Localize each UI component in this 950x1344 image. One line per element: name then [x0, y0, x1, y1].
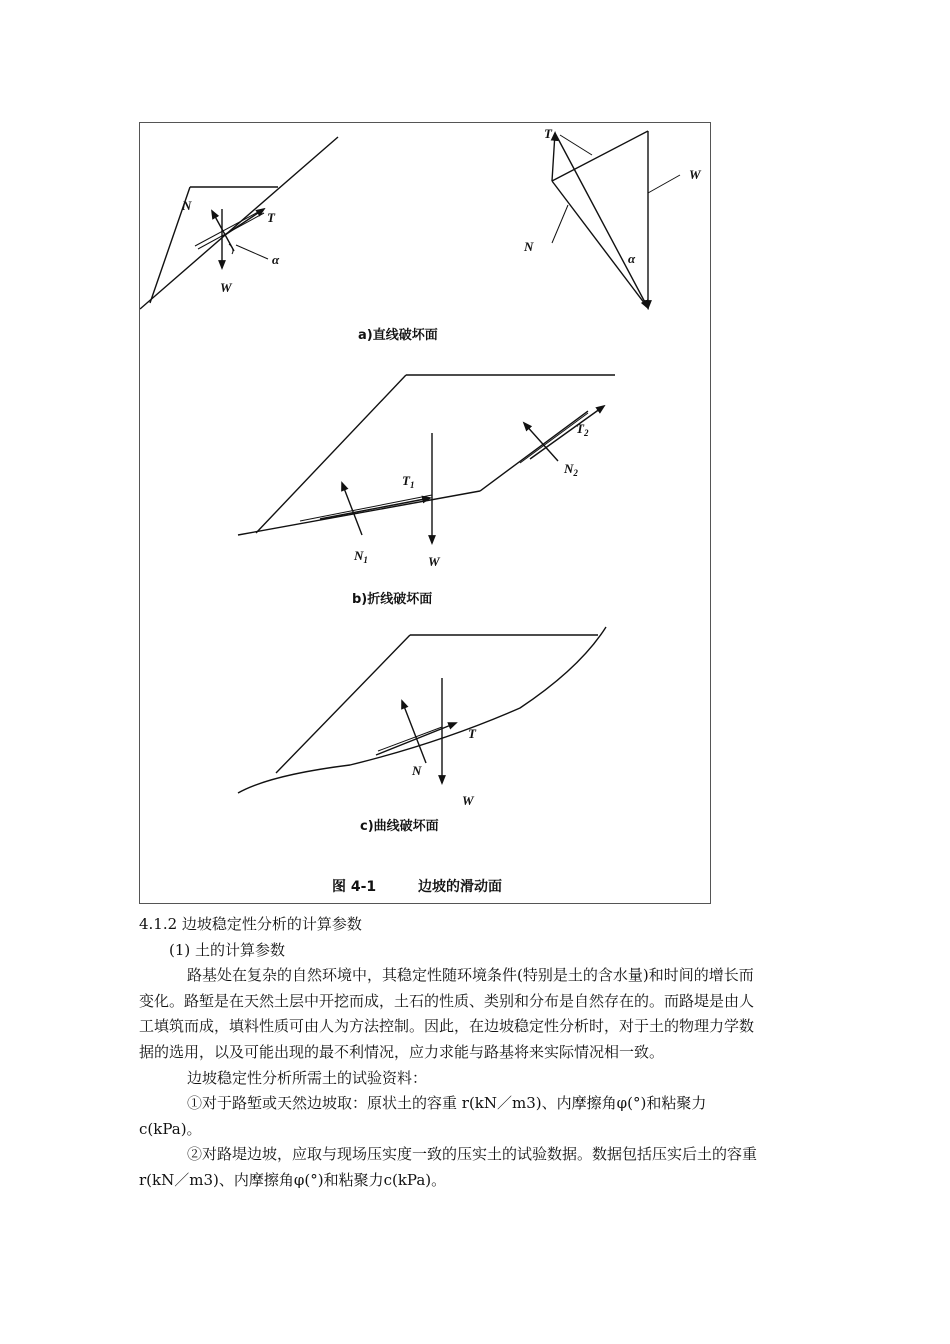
label-tri-t: T [544, 126, 552, 141]
label-b-n2: $N_2$ [564, 461, 578, 478]
label-a-t: T [267, 210, 275, 225]
label-tri-n: N [524, 239, 534, 254]
label-a-w: W [220, 280, 232, 295]
panel-b-force-t1 [320, 498, 430, 519]
subsection-heading: (1) 土的计算参数 [169, 940, 286, 959]
panel-c-slope [238, 627, 606, 793]
panel-c-caption: c)曲线破坏面 [360, 819, 439, 834]
figure-caption-title: 边坡的滑动面 [418, 879, 502, 895]
panel-b-caption: b)折线破坏面 [352, 592, 433, 607]
slope-diagram [140, 123, 712, 905]
document-body [139, 912, 761, 1194]
panel-a-caption: a)直线破坏面 [358, 328, 438, 343]
panel-a-force-t [222, 209, 264, 237]
paragraph-3: ①对于路堑或天然边坡取：原状土的容重 r(kN／m3)、内摩擦角φ(°)和粘聚力c(kPa)。 [139, 1094, 707, 1138]
panel-a-angle-arc [229, 244, 233, 254]
paragraph-4: ②对路堤边坡，应取与现场压实度一致的压实土的试验数据。数据包括压实后土的容重r(kN／m3)、内摩擦角φ(°)和粘聚力c(kPa)。 [139, 1145, 758, 1189]
label-b-n1: $N_1$ [354, 548, 368, 565]
label-c-n: N [412, 763, 422, 778]
label-b-w: W [428, 554, 440, 569]
label-tri-alpha: α [628, 251, 636, 266]
label-tri-w: W [689, 167, 701, 182]
label-a-alpha: α [272, 252, 280, 267]
paragraph-2: 边坡稳定性分析所需土的试验资料： [187, 1068, 428, 1087]
figure-caption-number: 图 4-1 [332, 879, 377, 895]
label-b-t2: $T_2$ [576, 421, 589, 438]
label-b-t1: $T_1$ [402, 473, 415, 490]
panel-b-force-t2 [530, 406, 604, 459]
section-heading: 4.1.2 边坡稳定性分析的计算参数 [139, 915, 362, 933]
panel-b-slope [238, 375, 615, 535]
panel-a-slope [140, 137, 338, 309]
label-a-n: N [182, 198, 192, 213]
label-c-t: T [468, 726, 476, 741]
force-triangle [552, 131, 648, 308]
panel-c-force-n [402, 701, 426, 763]
paragraph-1: 路基处在复杂的自然环境中，其稳定性随环境条件(特别是土的含水量)和时间的增长而变化。路堑是在天然土层中开挖而成，土石的性质、类别和分布是自然存在的。而路堤是由人工填筑而成，填料性质可由人为方法控制。因此，在边坡稳定性分析时，对于土的物理力学数据的选用，以及可能出现的最不利情况，应力求能与路基将来实际情况相一致。 [139, 966, 755, 1061]
figure-4-1 [139, 122, 711, 904]
label-c-w: W [462, 793, 474, 808]
